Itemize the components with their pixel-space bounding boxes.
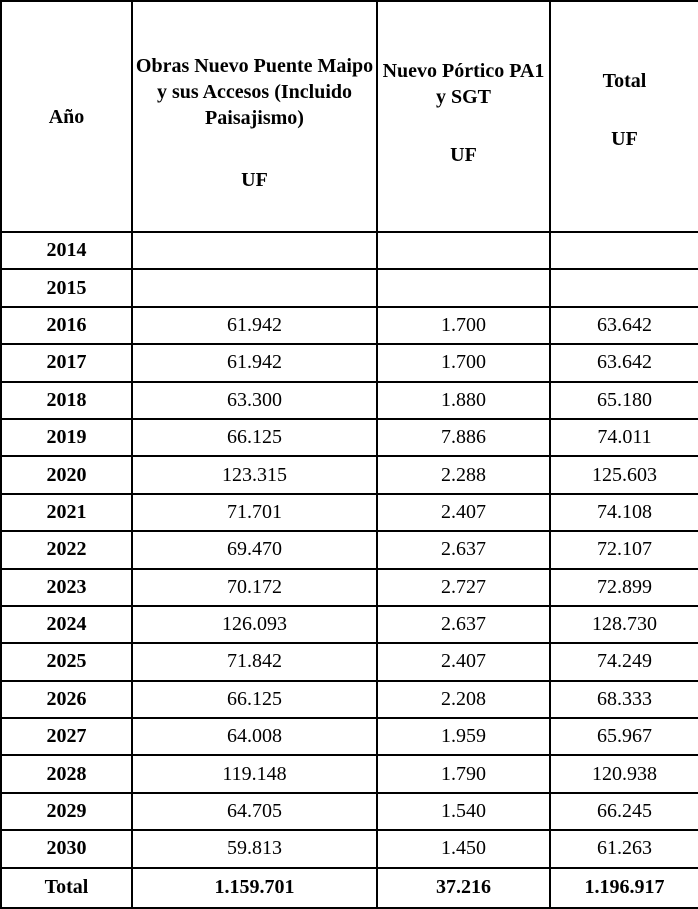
cell-portico: 2.208 — [377, 681, 550, 718]
cell-year: 2027 — [1, 718, 132, 755]
cell-total: 74.108 — [550, 494, 698, 531]
totals-row — [1, 868, 698, 908]
header-year-label: Año — [48, 105, 85, 128]
table-row — [1, 681, 698, 718]
cell-obras: 61.942 — [132, 307, 377, 344]
cell-total: 125.603 — [550, 456, 698, 493]
cell-total: 65.180 — [550, 382, 698, 419]
table-row — [1, 269, 698, 306]
cell-year: 2014 — [1, 232, 132, 269]
cell-total: 120.938 — [550, 755, 698, 792]
cell-portico: 2.637 — [377, 606, 550, 643]
cell-total: 74.249 — [550, 643, 698, 680]
cell-portico: 1.880 — [377, 382, 550, 419]
header-year — [1, 1, 132, 232]
cell-obras: 70.172 — [132, 569, 377, 606]
cell-portico: 7.886 — [377, 419, 550, 456]
header-obras — [132, 1, 377, 232]
table-row — [1, 643, 698, 680]
cell-portico: 2.288 — [377, 456, 550, 493]
table-row — [1, 718, 698, 755]
cell-total: 63.642 — [550, 307, 698, 344]
cell-year: 2016 — [1, 307, 132, 344]
cell-obras: 66.125 — [132, 681, 377, 718]
cell-total: 128.730 — [550, 606, 698, 643]
table-row — [1, 494, 698, 531]
cell-year: 2019 — [1, 419, 132, 456]
table-row — [1, 307, 698, 344]
cell-obras — [132, 232, 377, 269]
cell-portico: 1.450 — [377, 830, 550, 867]
cell-obras: 123.315 — [132, 456, 377, 493]
cell-obras: 69.470 — [132, 531, 377, 568]
cell-total: 72.107 — [550, 531, 698, 568]
header-portico-unit: UF — [450, 143, 477, 166]
header-row — [1, 1, 698, 232]
table-row — [1, 531, 698, 568]
totals-total: 1.196.917 — [550, 868, 698, 908]
header-obras-title: Obras Nuevo Puente Maipo y sus Accesos (Incluido Paisajismo) — [135, 54, 374, 129]
cell-total — [550, 232, 698, 269]
cell-year: 2026 — [1, 681, 132, 718]
cell-portico: 1.790 — [377, 755, 550, 792]
cell-year: 2018 — [1, 382, 132, 419]
cell-portico: 1.700 — [377, 307, 550, 344]
cell-obras: 71.701 — [132, 494, 377, 531]
header-obras-unit: UF — [241, 168, 268, 191]
cell-total — [550, 269, 698, 306]
cell-year: 2015 — [1, 269, 132, 306]
cell-total: 74.011 — [550, 419, 698, 456]
cell-obras: 61.942 — [132, 344, 377, 381]
table-row — [1, 456, 698, 493]
header-total-unit: UF — [611, 127, 638, 150]
cell-obras: 59.813 — [132, 830, 377, 867]
table-row — [1, 606, 698, 643]
header-portico-title: Nuevo Pórtico PA1 y SGT — [382, 59, 545, 108]
cell-portico: 2.407 — [377, 643, 550, 680]
cell-obras: 66.125 — [132, 419, 377, 456]
cell-obras: 71.842 — [132, 643, 377, 680]
table-body — [1, 232, 698, 908]
table-row — [1, 232, 698, 269]
table-row — [1, 419, 698, 456]
header-total — [550, 1, 698, 232]
cell-year: 2025 — [1, 643, 132, 680]
table-row — [1, 382, 698, 419]
cell-obras: 119.148 — [132, 755, 377, 792]
cell-obras — [132, 269, 377, 306]
cell-portico: 1.959 — [377, 718, 550, 755]
cell-obras: 63.300 — [132, 382, 377, 419]
totals-label: Total — [1, 868, 132, 908]
table-row — [1, 344, 698, 381]
cell-total: 68.333 — [550, 681, 698, 718]
cell-portico: 2.637 — [377, 531, 550, 568]
cell-year: 2020 — [1, 456, 132, 493]
cell-portico: 2.407 — [377, 494, 550, 531]
cell-year: 2024 — [1, 606, 132, 643]
cell-year: 2021 — [1, 494, 132, 531]
cell-obras: 64.705 — [132, 793, 377, 830]
cell-portico — [377, 269, 550, 306]
header-total-title: Total — [602, 69, 647, 92]
cell-obras: 64.008 — [132, 718, 377, 755]
table-row — [1, 569, 698, 606]
cell-total: 72.899 — [550, 569, 698, 606]
cell-year: 2022 — [1, 531, 132, 568]
header-portico — [377, 1, 550, 232]
totals-obras: 1.159.701 — [132, 868, 377, 908]
totals-portico: 37.216 — [377, 868, 550, 908]
cell-year: 2023 — [1, 569, 132, 606]
cell-total: 66.245 — [550, 793, 698, 830]
cell-year: 2028 — [1, 755, 132, 792]
cell-year: 2029 — [1, 793, 132, 830]
cell-portico: 1.700 — [377, 344, 550, 381]
cell-portico: 2.727 — [377, 569, 550, 606]
table-row — [1, 755, 698, 792]
cell-total: 63.642 — [550, 344, 698, 381]
cell-year: 2017 — [1, 344, 132, 381]
cell-portico: 1.540 — [377, 793, 550, 830]
cell-year: 2030 — [1, 830, 132, 867]
cell-total: 65.967 — [550, 718, 698, 755]
cell-total: 61.263 — [550, 830, 698, 867]
table-row — [1, 830, 698, 867]
table-row — [1, 793, 698, 830]
cell-portico — [377, 232, 550, 269]
cell-obras: 126.093 — [132, 606, 377, 643]
